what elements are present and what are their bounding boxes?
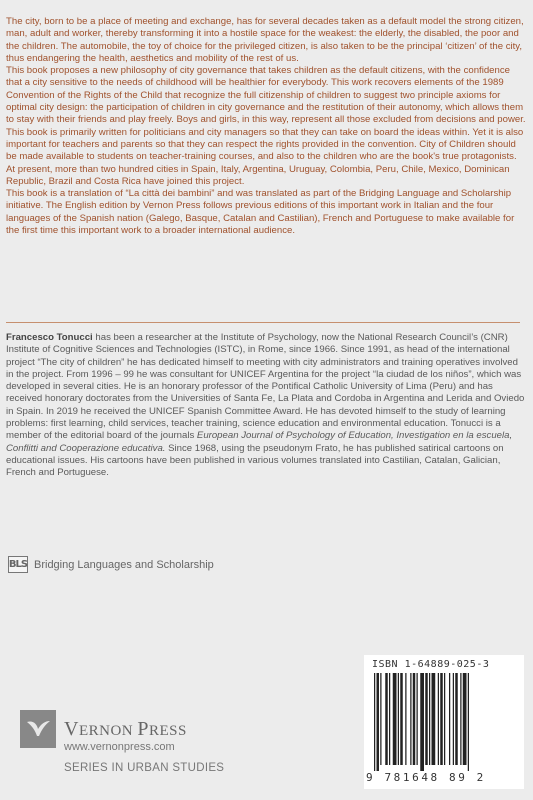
barcode-bar (400, 673, 403, 765)
barcode-bar (440, 673, 443, 765)
author-name: Francesco Tonucci (6, 332, 93, 343)
isbn-label: ISBN 1-64889-025-3 (372, 659, 490, 670)
back-cover-blurb (6, 16, 526, 237)
author-bio (6, 332, 526, 480)
barcode-bar (444, 673, 445, 765)
bird-emblem-icon (20, 710, 56, 748)
blurb-paragraph-2: This book proposes a new philosophy of city governance that takes children as the default citizens, with the confidence that a city sensitive to the needs of childhood will be healthier for everybody. This work recovers elements of the 1989 Convention of the Rights of the Child that recognize the full citizenship of children to suggest two principle axioms for optimal city design: the participation of children in city governance and the restitution of their autonomy, which allows them to stay with their friends and play freely. Boys and girls, in this way, represent all those excluded from decisions and power. (6, 65, 526, 126)
bio-journals: European Journal of Psychology of Education, Investigation en la escuela, Conflitti and Cooperazione educativa. (6, 430, 513, 454)
bls-mark-icon: BLS (8, 556, 28, 573)
barcode-bar (432, 673, 436, 765)
barcode-bar (413, 673, 416, 765)
barcode-bar (374, 673, 375, 771)
bio-text-part-1: has been a researcher at the Institute of Psychology, now the National Research Council’s (CNR) Institute of Cognitive Sciences and Technologies (ISTC), in Rome, since 1966. Since 1991, as head of the international project “The city of children” he has dedicated himself to meeting with city administrators and training operatives involved in the project. From 1996 – 99 he was consultant for UNICEF Argentina for the project “la ciudad de los niños”, which was developed in several cities. He is an honorary professor of the Pontifical Catholic University of Lima (Peru) and has received honorary doctorates from the Universities of Santa Fe, La Plata and Cordoba in Argentina and Lerida and Oviedo in Spain. In 2019 he received the UNICEF Spanish Committee Award. He has devoted himself to the study of learning problems: first learning, child services, teacher training, science education and environmental education. Tonucci is a member of the editorial board of the journals (6, 332, 525, 442)
barcode-bar (417, 673, 418, 765)
blurb-paragraph-4: This book is a translation of “La città dei bambini” and was translated as part of the Bridging Language and Scholarship initiative. The English edition by Vernon Press follows previous editions of this important work in Italian and the four languages of the Spanish nation (Galego, Basque, Catalan and Castilian), French and Portuguese to make available for the first time this important work to a broader international audience. (6, 188, 515, 237)
barcode-bar (420, 673, 424, 771)
barcode-bar (389, 673, 390, 765)
barcode-bar (405, 673, 406, 765)
barcode-bar (468, 673, 469, 771)
section-divider (6, 322, 520, 323)
barcode-bar (377, 673, 380, 771)
barcode-bars (370, 673, 518, 771)
barcode-bar (385, 673, 388, 765)
publisher-url: www.vernonpress.com (64, 741, 175, 753)
barcode-bar (438, 673, 439, 765)
bls-label: Bridging Languages and Scholarship (34, 558, 214, 571)
publisher-name: VERNON PRESS (64, 717, 187, 740)
barcode-bar (455, 673, 458, 765)
blurb-paragraph-3: This book is primarily written for politicians and city managers so that they can take on board the ideas within. Yet it is also important for teachers and parents so that they can respect the rights provided in the convention. City of Children should be made available to students on teacher-training courses, and also to the children who are the book's true protagonists. At present, more than two hundred cities in Spain, Italy, Argentina, Uruguay, Colombia, Peru, Chile, Mexico, Dominican Republic, Brazil and Costa Rica have joined this project. (6, 126, 524, 187)
barcode-bar (398, 673, 399, 765)
barcode-bar (393, 673, 397, 765)
bio-text-part-2: Since 1968, using the pseudonym Frato, he has published satirical cartoons on educational issues. His cartoons have been published in various volumes translated into Castilian, Catalan, Galician, French and Portuguese. (6, 442, 504, 479)
isbn-barcode (364, 655, 524, 789)
barcode-bar (410, 673, 411, 765)
barcode-bar (453, 673, 454, 765)
barcode-bar (425, 673, 428, 765)
blurb-paragraph-1: The city, born to be a place of meeting and exchange, has for several decades taken as a default model the strong citizen, man, adult and worker, thereby transforming it into a hostile space for the weakest: the elderly, the disabled, the poor and the children. The automobile, the toy of choice for the privileged citizen, is also taken to be the principal ‘citizen’ of the city, thus endangering the health, aesthetics and mobility of the rest of us. (6, 16, 524, 64)
bls-logo (8, 556, 214, 573)
author-bio-paragraph (6, 332, 526, 480)
barcode-bar (463, 673, 467, 765)
barcode-bar (380, 673, 381, 765)
barcode-bar (429, 673, 430, 765)
barcode-bar (460, 673, 461, 765)
series-name: SERIES IN URBAN STUDIES (64, 762, 225, 774)
barcode-bar (449, 673, 450, 765)
barcode-digits: 9 781648 89 2 (366, 771, 486, 784)
